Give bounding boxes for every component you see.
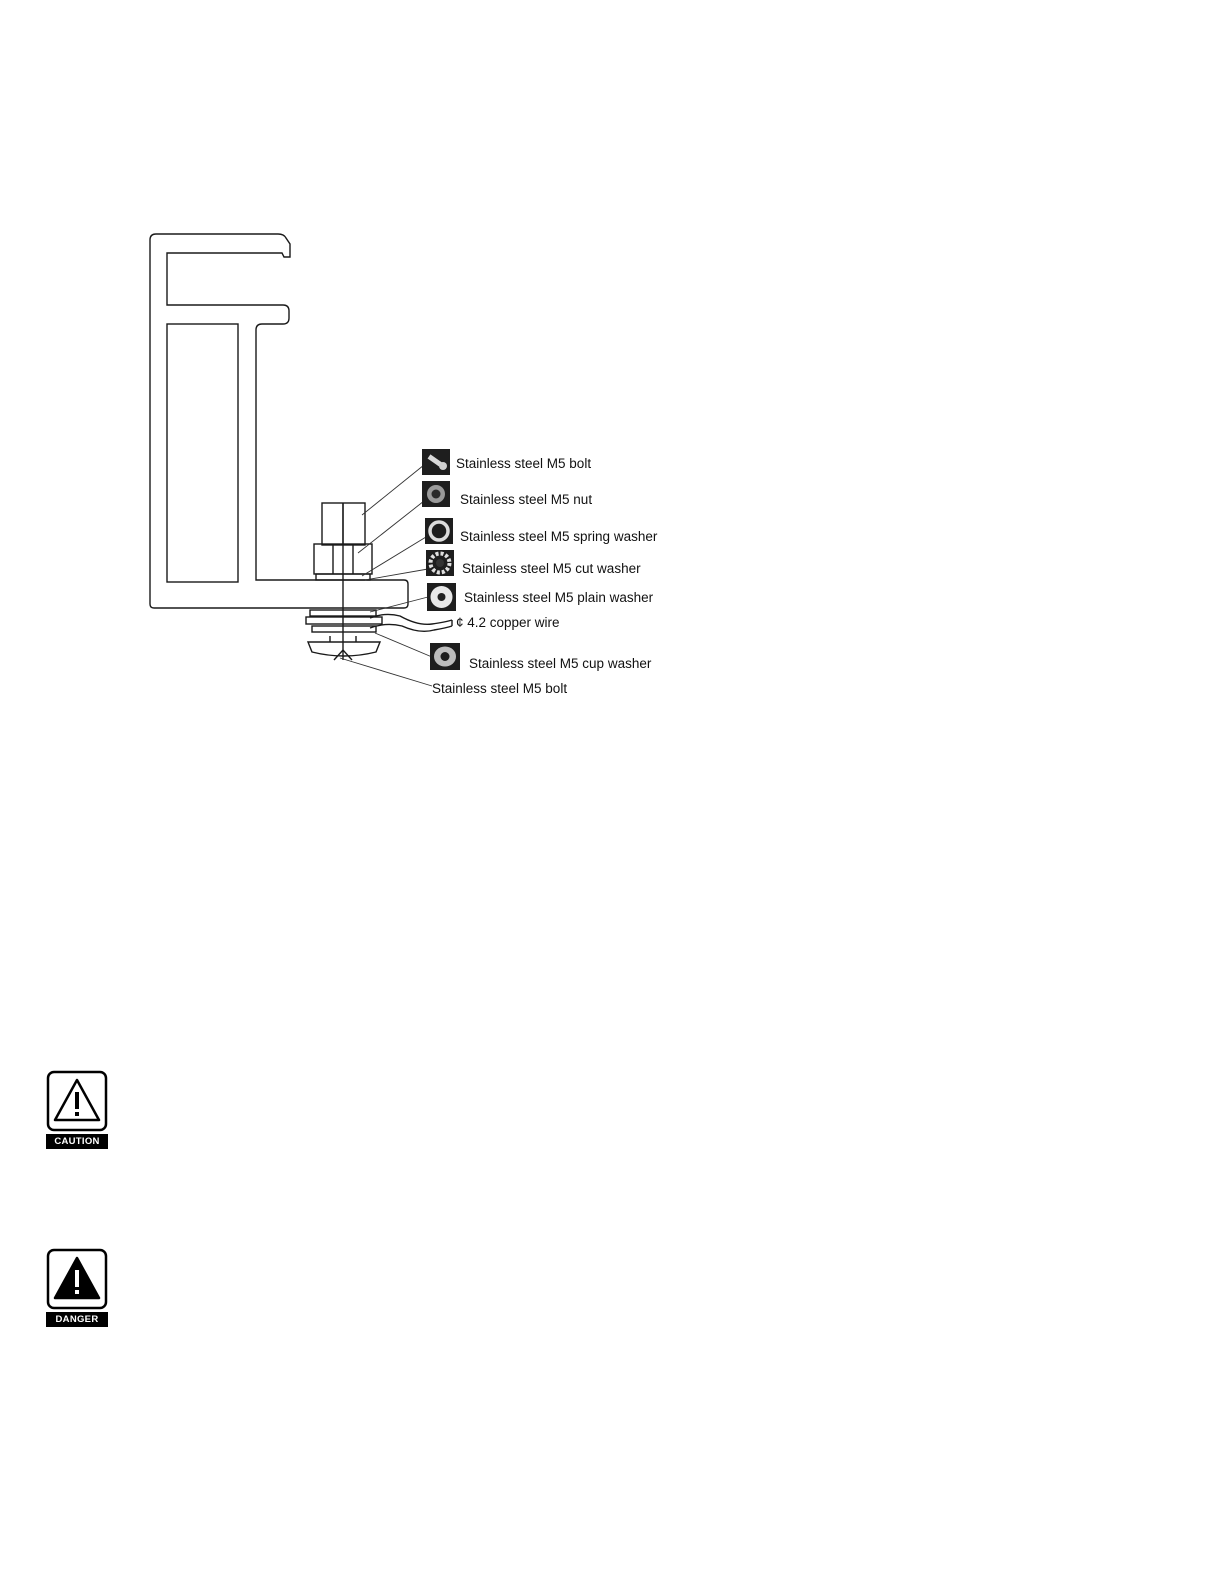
caution-triangle-icon [46, 1070, 108, 1132]
bolt-icon [422, 449, 450, 475]
danger-triangle-icon [46, 1248, 108, 1310]
cup-washer-icon [430, 643, 460, 670]
frame-profile [150, 234, 408, 608]
caution-label: CAUTION [46, 1134, 108, 1149]
frame-cross-section-drawing [0, 0, 1224, 760]
plain-washer-icon [427, 583, 456, 611]
spring-washer-icon [425, 518, 453, 544]
callout-plain-washer: Stainless steel M5 plain washer [464, 590, 654, 605]
danger-sign [46, 1248, 108, 1330]
frame-chamber [167, 324, 238, 582]
nut-icon [422, 481, 450, 507]
grounding-assembly-diagram [0, 0, 1224, 760]
caution-sign [46, 1070, 108, 1152]
danger-label: DANGER [46, 1312, 108, 1327]
callout-cup-washer: Stainless steel M5 cup washer [469, 656, 652, 671]
callout-bolt-bottom: Stainless steel M5 bolt [432, 681, 568, 696]
callout-bolt-top: Stainless steel M5 bolt [456, 456, 592, 471]
callout-nut: Stainless steel M5 nut [460, 492, 593, 507]
cup-washer-section [308, 642, 380, 656]
callout-spring-washer: Stainless steel M5 spring washer [460, 529, 658, 544]
callout-cut-washer: Stainless steel M5 cut washer [462, 561, 641, 576]
callout-copper-wire: ¢ 4.2 copper wire [456, 615, 560, 630]
cut-washer-icon [426, 550, 454, 576]
